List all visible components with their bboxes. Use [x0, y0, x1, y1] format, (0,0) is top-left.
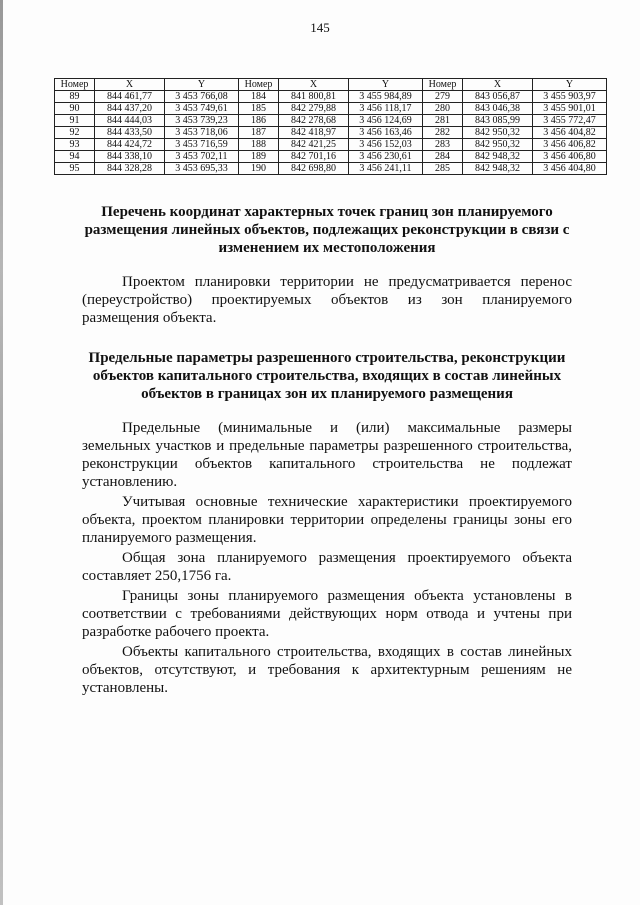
page-number: 145: [310, 20, 330, 35]
table-cell-x-coordinate: 842 948,32: [463, 163, 533, 175]
paragraph: Проектом планировки территории не предусматривается перенос (переустройство) проектируемых объектов из зон планируемого размещения объекта.: [82, 274, 572, 326]
table-cell-x-coordinate: 841 800,81: [279, 91, 349, 103]
table-cell-y-coordinate: 3 453 749,61: [165, 103, 239, 115]
table-cell-x-coordinate: 842 948,32: [463, 151, 533, 163]
table-cell-x-coordinate: 844 424,72: [95, 139, 165, 151]
table-cell-point-number: 185: [239, 103, 279, 115]
table-cell-y-coordinate: 3 453 702,11: [165, 151, 239, 163]
paragraph: Объекты капитального строительства, входящих в состав линейных объектов, отсутствуют, и требования к архитектурным решениям не установлены.: [82, 644, 572, 696]
coordinates-table: [54, 78, 607, 175]
table-cell-point-number: 90: [55, 103, 95, 115]
table-cell-y-coordinate: 3 456 152,03: [349, 139, 423, 151]
table-cell-y-coordinate: 3 456 406,82: [533, 139, 607, 151]
table-cell-y-coordinate: 3 455 903,97: [533, 91, 607, 103]
paragraph: Общая зона планируемого размещения проектируемого объекта составляет 250,1756 га.: [82, 550, 572, 584]
paragraph: Предельные (минимальные и (или) максимальные размеры земельных участков и предельные параметры разрешенного строительства, реконструкции объектов капитального строительства не подлежат установлению.: [82, 420, 572, 490]
table-row: [55, 91, 607, 103]
table-cell-point-number: 284: [423, 151, 463, 163]
table-cell-point-number: 280: [423, 103, 463, 115]
table-cell-x-coordinate: 842 950,32: [463, 139, 533, 151]
table-cell-point-number: 188: [239, 139, 279, 151]
table-cell-x-coordinate: 843 085,99: [463, 115, 533, 127]
table-cell-x-coordinate: 842 701,16: [279, 151, 349, 163]
table-cell-point-number: 279: [423, 91, 463, 103]
header-number-3: Номер: [423, 79, 463, 91]
header-number-1: Номер: [55, 79, 95, 91]
table-cell-y-coordinate: 3 453 716,59: [165, 139, 239, 151]
header-y-2: Y: [349, 79, 423, 91]
table-cell-x-coordinate: 843 046,38: [463, 103, 533, 115]
table-cell-x-coordinate: 843 056,87: [463, 91, 533, 103]
table-cell-x-coordinate: 842 950,32: [463, 127, 533, 139]
table-cell-x-coordinate: 844 444,03: [95, 115, 165, 127]
table-cell-y-coordinate: 3 453 695,33: [165, 163, 239, 175]
table-cell-x-coordinate: 842 418,97: [279, 127, 349, 139]
table-body: [55, 91, 607, 175]
table-row: [55, 127, 607, 139]
table-cell-y-coordinate: 3 456 241,11: [349, 163, 423, 175]
header-number-2: Номер: [239, 79, 279, 91]
table-cell-point-number: 186: [239, 115, 279, 127]
table-cell-point-number: 187: [239, 127, 279, 139]
table-row: [55, 103, 607, 115]
section-heading-parameters: Предельные параметры разрешенного строительства, реконструкции объектов капитального строительства, входящих в состав линейных объектов в границах зон их планируемого размещения: [88, 350, 566, 402]
table-cell-point-number: 285: [423, 163, 463, 175]
table-cell-point-number: 91: [55, 115, 95, 127]
paragraph: Границы зоны планируемого размещения объекта установлены в соответствии с требованиями действующих норм отвода и учтены при разработке рабочего проекта.: [82, 588, 572, 640]
table-cell-y-coordinate: 3 453 766,08: [165, 91, 239, 103]
table-cell-point-number: 92: [55, 127, 95, 139]
table-cell-point-number: 190: [239, 163, 279, 175]
table-cell-x-coordinate: 844 338,10: [95, 151, 165, 163]
header-y-1: Y: [165, 79, 239, 91]
table-row: [55, 151, 607, 163]
table-cell-point-number: 189: [239, 151, 279, 163]
table-cell-y-coordinate: 3 453 718,06: [165, 127, 239, 139]
scan-edge: [0, 0, 3, 905]
table-cell-point-number: 89: [55, 91, 95, 103]
table-cell-y-coordinate: 3 455 901,01: [533, 103, 607, 115]
table-cell-y-coordinate: 3 456 118,17: [349, 103, 423, 115]
header-x-2: X: [279, 79, 349, 91]
table-cell-point-number: 94: [55, 151, 95, 163]
table-cell-x-coordinate: 842 421,25: [279, 139, 349, 151]
table-cell-x-coordinate: 842 698,80: [279, 163, 349, 175]
table-header-row: [55, 79, 607, 91]
table-cell-x-coordinate: 844 433,50: [95, 127, 165, 139]
table-cell-y-coordinate: 3 456 124,69: [349, 115, 423, 127]
table-cell-y-coordinate: 3 456 163,46: [349, 127, 423, 139]
section-heading-coordinates: Перечень координат характерных точек границ зон планируемого размещения линейных объектов, подлежащих реконструкции в связи с изменением их местоположения: [84, 204, 570, 256]
table-cell-point-number: 184: [239, 91, 279, 103]
table-cell-x-coordinate: 844 437,20: [95, 103, 165, 115]
table-cell-y-coordinate: 3 456 230,61: [349, 151, 423, 163]
table-cell-point-number: 95: [55, 163, 95, 175]
table-cell-point-number: 283: [423, 139, 463, 151]
header-x-3: X: [463, 79, 533, 91]
paragraph: Учитывая основные технические характеристики проектируемого объекта, проектом планировки территории определены границы зоны его планируемого размещения.: [82, 494, 572, 546]
header-x-1: X: [95, 79, 165, 91]
table-cell-y-coordinate: 3 456 404,82: [533, 127, 607, 139]
header-y-3: Y: [533, 79, 607, 91]
table-cell-y-coordinate: 3 455 772,47: [533, 115, 607, 127]
table-cell-x-coordinate: 844 461,77: [95, 91, 165, 103]
table-row: [55, 139, 607, 151]
table-cell-y-coordinate: 3 456 406,80: [533, 151, 607, 163]
table-row: [55, 163, 607, 175]
document-content: [82, 203, 572, 699]
table-cell-x-coordinate: 842 278,68: [279, 115, 349, 127]
table-cell-point-number: 281: [423, 115, 463, 127]
table-cell-point-number: 282: [423, 127, 463, 139]
table-cell-y-coordinate: 3 453 739,23: [165, 115, 239, 127]
table-cell-x-coordinate: 842 279,88: [279, 103, 349, 115]
table-cell-y-coordinate: 3 456 404,80: [533, 163, 607, 175]
table-cell-x-coordinate: 844 328,28: [95, 163, 165, 175]
table-row: [55, 115, 607, 127]
table-cell-point-number: 93: [55, 139, 95, 151]
table-cell-y-coordinate: 3 455 984,89: [349, 91, 423, 103]
